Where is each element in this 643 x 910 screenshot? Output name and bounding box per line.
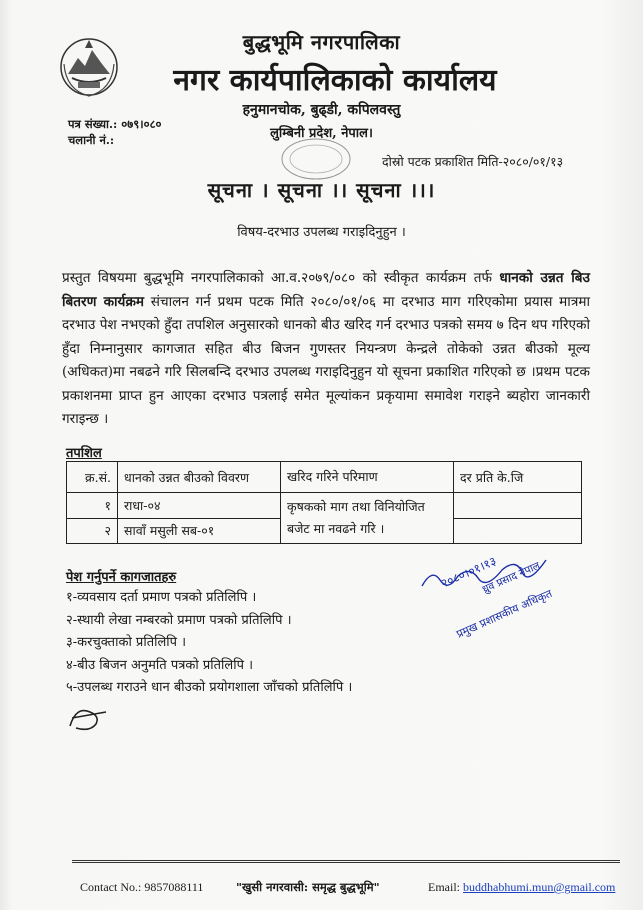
- body-text-part-1: प्रस्तुत विषयमा बुद्धभूमि नगरपालिकाको आ.व.२०७९/०८० को स्वीकृत कार्यक्रम तर्फ: [62, 270, 500, 286]
- office-title: नगर कार्यपालिकाको कार्यालय: [173, 63, 497, 98]
- header-item: धानको उन्नत बीउको विवरण: [118, 462, 281, 493]
- list-item: ४-बीउ बिजन अनुमति पत्रको प्रतिलिपि ।: [66, 657, 254, 673]
- header-rate: दर प्रति के.जि: [454, 462, 582, 493]
- publication-date: दोस्रो पटक प्रकाशित मिति-२०८०/०१/१३: [382, 154, 564, 169]
- municipality-name: बुद्धभूमि नगरपालिका: [242, 30, 401, 54]
- footer-divider: [72, 860, 620, 863]
- list-item: १-व्यवसाय दर्ता प्रमाण पत्रको प्रतिलिपि ।: [66, 590, 257, 605]
- header-quantity: खरिद गरिने परिमाण: [281, 462, 454, 493]
- seed-table: [66, 461, 582, 544]
- quantity-note: कृषकको माग तथा विनियोजित बजेट मा नवढने गरि ।: [281, 493, 454, 544]
- row-item: सावाँ मसुली सब-०१: [118, 518, 281, 544]
- footer-email-link[interactable]: buddhabhumi.mun@gmail.com: [463, 880, 616, 894]
- table-header-row: [67, 462, 582, 493]
- signatory-name: ध्रुव प्रसाद नेपाल: [480, 559, 542, 596]
- documents-title: पेश गर्नुपर्ने कागजातहरु: [66, 570, 177, 585]
- body-text-part-2: संचालन गर्न प्रथम पटक मिति २०८०/०१/०६ मा दरभाउ माग गरिएकोमा प्रयास मात्रमा दरभाउ पेश नभएको हुँदा तपशिल अनुसारको धानको बीउ खरिद गर्न दरभाउ पत्रको समय ७ दिन थप गरिएको हुँदा निम्नानुसार कागजात सहित बीउ बिजन गुणस्तर नियन्त्रण केन्द्रले तोकेको उन्नत बीउको मूल्य (अधिकत)मा नबढने गरि सिलबन्दि दरभाउ उपलब्ध गराइदिनुहुन यो सूचना प्रकाशित गरिएको छ ।प्रथम पटक प्रकाशनमा प्राप्त हुन आएका दरभाउ पत्रलाई समेत मूल्यांकन प्रकृयामा समावेश गराइने ब्यहोरा जानकारी गराइन्छ ।: [62, 293, 590, 427]
- row-sn: २: [67, 518, 118, 544]
- signature-date: २०८०।०१।१३: [438, 553, 499, 591]
- notice-heading: सूचना । सूचना ।। सूचना ।।।: [207, 178, 436, 202]
- header-sn: क्र.सं.: [67, 462, 118, 493]
- address-line-1: हनुमानचोक, बुढ्डी, कपिलवस्तु: [242, 102, 401, 118]
- initial-signature-icon: [66, 700, 110, 736]
- table-title: तपशिल: [66, 446, 102, 461]
- row-rate: [454, 493, 582, 519]
- notice-body: [62, 267, 590, 432]
- letter-number: पत्र संख्या.: ०७९।०८०: [68, 117, 162, 131]
- body-text-bold: धानको उन्नत बिउ बितरण कार्यक्रम: [62, 270, 590, 310]
- table-row: [67, 493, 582, 519]
- subject-line: विषय-दरभाउ उपलब्ध गराइदिनुहुन ।: [237, 225, 406, 240]
- list-item: ५-उपलब्ध गराउने धान बीउको प्रयोगशाला जाँचको प्रतिलिपि ।: [66, 680, 353, 695]
- documents-list: [66, 587, 352, 700]
- row-item: राधा-०४: [118, 493, 281, 519]
- row-rate: [454, 518, 582, 544]
- list-item: ३-करचुक्ताको प्रतिलिपि ।: [66, 635, 187, 650]
- signature-stamp: [418, 548, 598, 640]
- footer-email-label: Email:: [428, 880, 463, 894]
- address-line-2: लुम्बिनी प्रदेश, नेपाल।: [270, 126, 373, 141]
- dispatch-number: चलानी नं.:: [68, 133, 115, 147]
- row-sn: १: [67, 493, 118, 519]
- footer-email-block: [428, 880, 615, 895]
- footer-contact: Contact No.: 9857088111: [80, 880, 204, 894]
- list-item: २-स्थायी लेखा नम्बरको प्रमाण पत्रको प्रतिलिपि ।: [66, 612, 292, 628]
- signatory-role: प्रमुख प्रशासकीय अधिकृत: [454, 586, 555, 641]
- footer-slogan: "खुसी नगरवासी: समृद्ध बुद्धभूमि": [236, 880, 380, 894]
